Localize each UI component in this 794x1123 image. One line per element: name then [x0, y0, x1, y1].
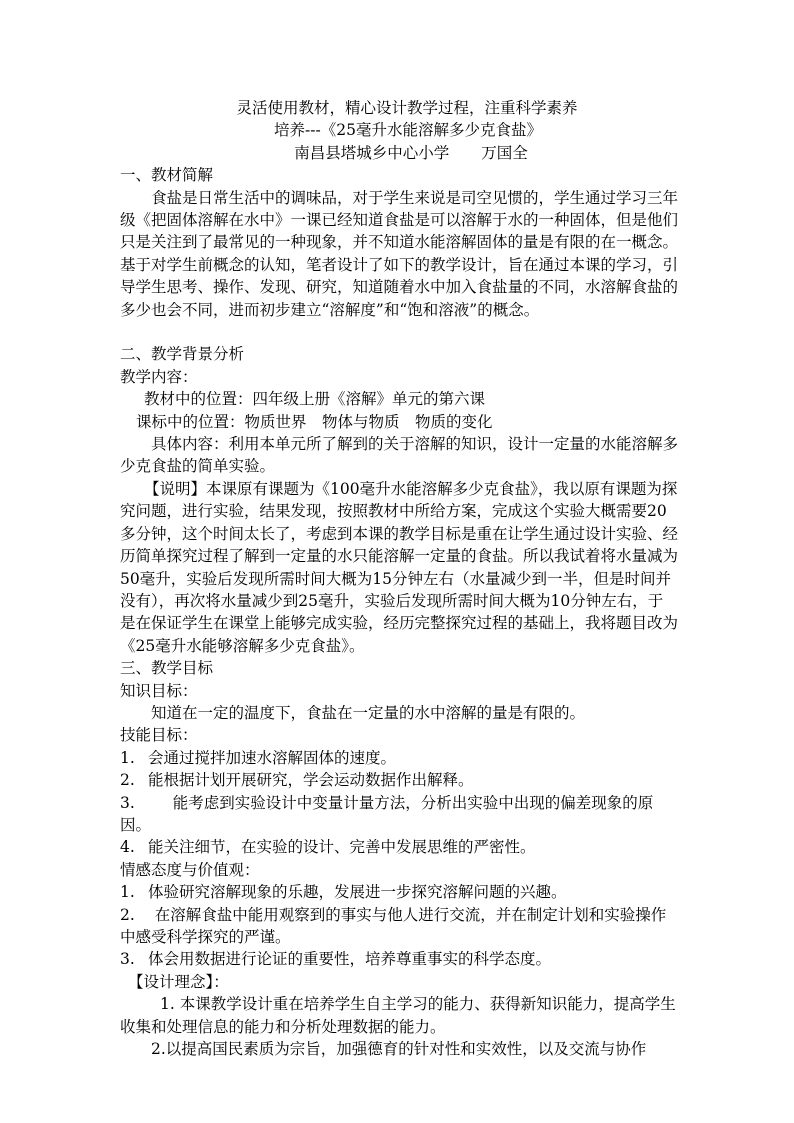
design-item-1: 1. 本课教学设计重在培养学生自主学习的能力、获得新知识能力，提高学生收集和处理信息的能力和分析处理数据的能力。	[120, 995, 676, 1036]
skill-label: 技能目标：	[120, 726, 198, 745]
section-3-heading: 三、教学目标	[120, 659, 214, 678]
note-paragraph: 【说明】本课原有课题为《100毫升水能溶解多少克食盐》，我以原有课题为探究问题，进行实验，结果发现，按照教材中所给方案，完成这个实验大概需要20多分钟，这个时间太长了，考虑到本课的教学目标是重在让学生通过设计实验、经历简单探究过程了解到一定量的水只能溶解一定量的食盐。所以我试着将水量减为50毫升，实验后发现所需时间大概为15分钟左右（水量减少到一半，但是时间并没有），再次将水量减少到25毫升，实验后发现所需时间大概为10分钟左右，于是在保证学生在课堂上能够完成实验，经历完整探究过程的基础上，我将题目改为《25毫升水能够溶解多少克食盐》。	[120, 479, 679, 655]
title-line-1: 灵活使用教材，精心设计教学过程，注重科学素养	[236, 99, 578, 117]
section-1-heading: 一、教材简解	[120, 166, 214, 185]
specific-content: 具体内容：利用本单元所了解到的关于溶解的知识，设计一定量的水能溶解多少克食盐的简单实验。	[120, 435, 679, 476]
document-body	[120, 97, 678, 1060]
list-item: 3. 能考虑到实验设计中变量计量方法，分析出实验中出现的偏差现象的原因。	[120, 793, 654, 834]
design-item-2: 2.以提高国民素质为宗旨，加强德育的针对性和实效性，以及交流与协作	[151, 1040, 647, 1059]
knowledge-goal: 知道在一定的温度下，食盐在一定量的水中溶解的量是有限的。	[151, 703, 586, 722]
school-name: 南昌县塔城乡中心小学	[294, 143, 450, 162]
standard-position: 课标中的位置：物质世界 物体与物质 物质的变化	[136, 412, 493, 431]
list-item: 3. 体会用数据进行论证的重要性，培养尊重事实的科学态度。	[120, 950, 552, 969]
teaching-content-label: 教学内容：	[120, 367, 198, 386]
list-item: 2. 能根据计划开展研究，学会运动数据作出解释。	[120, 771, 474, 790]
section-2-heading: 二、教学背景分析	[120, 345, 245, 364]
knowledge-label: 知识目标：	[120, 681, 198, 700]
list-item: 1. 会通过搅拌加速水溶解固体的速度。	[120, 748, 397, 767]
blank-line	[120, 321, 678, 343]
title-line-2: 培养---《25毫升水能溶解多少克食盐》	[274, 121, 542, 140]
emotion-label: 情感态度与价值观：	[120, 860, 260, 879]
section-1-body: 食盐是日常生活中的调味品，对于学生来说是司空见惯的，学生通过学习三年级《把固体溶解在水中》一课已经知道食盐是可以溶解于水的一种固体，但是他们只是关注到了最常见的一种现象，并不知道水能溶解固体的量是有限的在一概念。基于对学生前概念的认知，笔者设计了如下的教学设计，旨在通过本课的学习，引导学生思考、操作、发现、研究，知道随着水中加入食盐量的不同，水溶解食盐的多少也会不同，进而初步建立“溶解度”和“饱和溶液”的概念。	[120, 188, 679, 319]
list-item: 4. 能关注细节，在实验的设计、完善中发展思维的严密性。	[120, 838, 536, 857]
textbook-position: 教材中的位置：四年级上册《溶解》单元的第六课	[144, 390, 486, 409]
author-name: 万国全	[481, 143, 528, 162]
author-line	[144, 142, 678, 164]
list-item: 1. 体验研究溶解现象的乐趣，发展进一步探究溶解问题的兴趣。	[120, 883, 567, 902]
design-label: 【设计理念】：	[128, 972, 229, 991]
list-item: 2. 在溶解食盐中能用观察到的事实与他人进行交流，并在制定计划和实验操作中感受科学探究的严谨。	[120, 905, 667, 947]
